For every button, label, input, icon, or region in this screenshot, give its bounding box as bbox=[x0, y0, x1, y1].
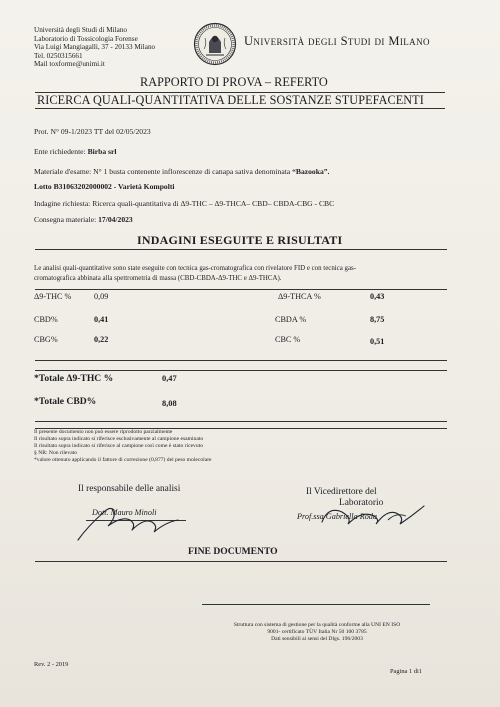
analysis-request: Indagine richiesta: Ricerca quali-quantitativa di Δ9-THC – Δ9-THCA– CBD– CBDA-CBG - CBC bbox=[34, 199, 335, 208]
quality-line: 9001- certificato TÜV Italia Nr 50 100 3785 bbox=[267, 629, 367, 635]
university-seal-icon bbox=[193, 22, 237, 66]
total-value: 8,08 bbox=[162, 399, 177, 408]
method-description bbox=[34, 264, 356, 284]
requester-value: Birba srl bbox=[87, 147, 117, 156]
delivery-row bbox=[34, 215, 133, 224]
note-line: Il risultato sopra indicato si riferisce al campione così come è stato ricevuto bbox=[34, 443, 203, 449]
material-name: “Bazooka”. bbox=[292, 167, 330, 176]
divider bbox=[35, 561, 447, 562]
divider bbox=[35, 421, 447, 422]
quality-statement bbox=[204, 622, 430, 643]
result-value: 0,09 bbox=[94, 292, 109, 301]
notes-block bbox=[34, 429, 212, 464]
method-line: Le analisi quali-quantitative sono state eseguite con tecnica gas-cromatografica con rivelatore FID e con tecnica gas- bbox=[34, 265, 356, 272]
divider bbox=[35, 370, 447, 371]
note-line: Il presente documento non può essere riprodotto parzialmente bbox=[34, 429, 173, 435]
divider bbox=[35, 108, 445, 109]
protocol-number: Prot. N° 09-1/2023 TT del 02/05/2023 bbox=[34, 127, 151, 136]
result-value: 0,41 bbox=[94, 315, 109, 324]
material-label: Materiale d'esame: bbox=[34, 167, 92, 176]
divider bbox=[35, 249, 447, 250]
header-line: Laboratorio di Tossicologia Forense bbox=[34, 34, 138, 43]
total-value: 0,47 bbox=[162, 374, 177, 383]
end-of-document: FINE DOCUMENTO bbox=[188, 546, 278, 557]
result-label: CBG% bbox=[34, 335, 58, 344]
right-signer-name: Prof.ssa Gabriella Roda bbox=[297, 512, 377, 521]
material-row bbox=[34, 167, 329, 176]
right-signature-icon bbox=[318, 496, 428, 530]
result-value: 0,43 bbox=[370, 292, 385, 301]
result-value: 8,75 bbox=[370, 315, 385, 324]
note-line: *valore ottenuto applicando il fattore di correzione (0,877) del peso molecolare bbox=[34, 457, 212, 463]
quality-line: Dati sensibili ai sensi del Dlgs. 196/2003 bbox=[271, 636, 363, 642]
result-value: 0,22 bbox=[94, 335, 109, 344]
result-label: CBD% bbox=[34, 315, 58, 324]
requester-row bbox=[34, 147, 116, 156]
left-signer-name: Dott. Mauro Minoli bbox=[92, 508, 157, 517]
lot-info: Lotto B31063202000002 - Varietà Kompolti bbox=[34, 182, 175, 191]
total-label: *Totale CBD% bbox=[34, 396, 97, 407]
header-line: Tel. 0250315661 bbox=[34, 51, 83, 60]
total-label: *Totale Δ9-THC % bbox=[34, 373, 114, 384]
report-subject: RICERCA QUALI-QUANTITATIVA DELLE SOSTANZE STUPEFACENTI bbox=[37, 93, 424, 107]
left-signature-icon bbox=[70, 496, 190, 544]
revision-label: Rev. 2 - 2019 bbox=[34, 661, 69, 668]
result-label: Δ9-THC % bbox=[34, 292, 72, 301]
quality-line: Struttura con sistema di gestione per la qualità conforme alla UNI EN ISO bbox=[233, 622, 401, 628]
page-number: Pagina 1 di1 bbox=[390, 668, 422, 675]
header-line: Via Luigi Mangiagalli, 37 - 20133 Milano bbox=[34, 43, 156, 52]
header-line: Università degli Studi di Milano bbox=[34, 26, 128, 34]
material-value: N° 1 busta contenente inflorescenze di canapa sativa denominata bbox=[93, 167, 291, 176]
note-line: Il risultato sopra indicato si riferisce esclusivamente al campione esaminato bbox=[34, 436, 204, 442]
left-signer-role: Il responsabile delle analisi bbox=[78, 484, 181, 494]
delivery-label: Consegna materiale: bbox=[34, 215, 97, 224]
right-signer-role-2: Laboratorio bbox=[339, 498, 384, 508]
note-line: § NR: Non rilevato bbox=[34, 450, 78, 456]
result-label: CBDA % bbox=[275, 315, 307, 324]
method-line: cromatografica abbinata alla spettrometria di massa (CBD-CBDA-Δ9-THC e Δ9-THCA). bbox=[34, 275, 282, 282]
footer-divider bbox=[202, 604, 430, 605]
report-title: RAPPORTO DI PROVA – REFERTO bbox=[140, 75, 328, 89]
university-name: Università degli Studi di Milano bbox=[244, 34, 430, 48]
divider bbox=[35, 360, 447, 361]
right-signer-role: Il Vicedirettore del bbox=[306, 487, 377, 497]
requester-label: Ente richiedente: bbox=[34, 147, 86, 156]
section-title: INDAGINI ESEGUITE E RISULTATI bbox=[137, 233, 343, 247]
result-label: Δ9-THCA % bbox=[278, 292, 321, 301]
header-line: Mail toxforme@unimi.it bbox=[34, 60, 105, 69]
result-label: CBC % bbox=[275, 335, 301, 344]
result-value: 0,51 bbox=[370, 337, 385, 346]
delivery-date: 17/04/2023 bbox=[98, 215, 133, 224]
lab-address-block bbox=[34, 26, 155, 69]
divider bbox=[35, 289, 447, 290]
